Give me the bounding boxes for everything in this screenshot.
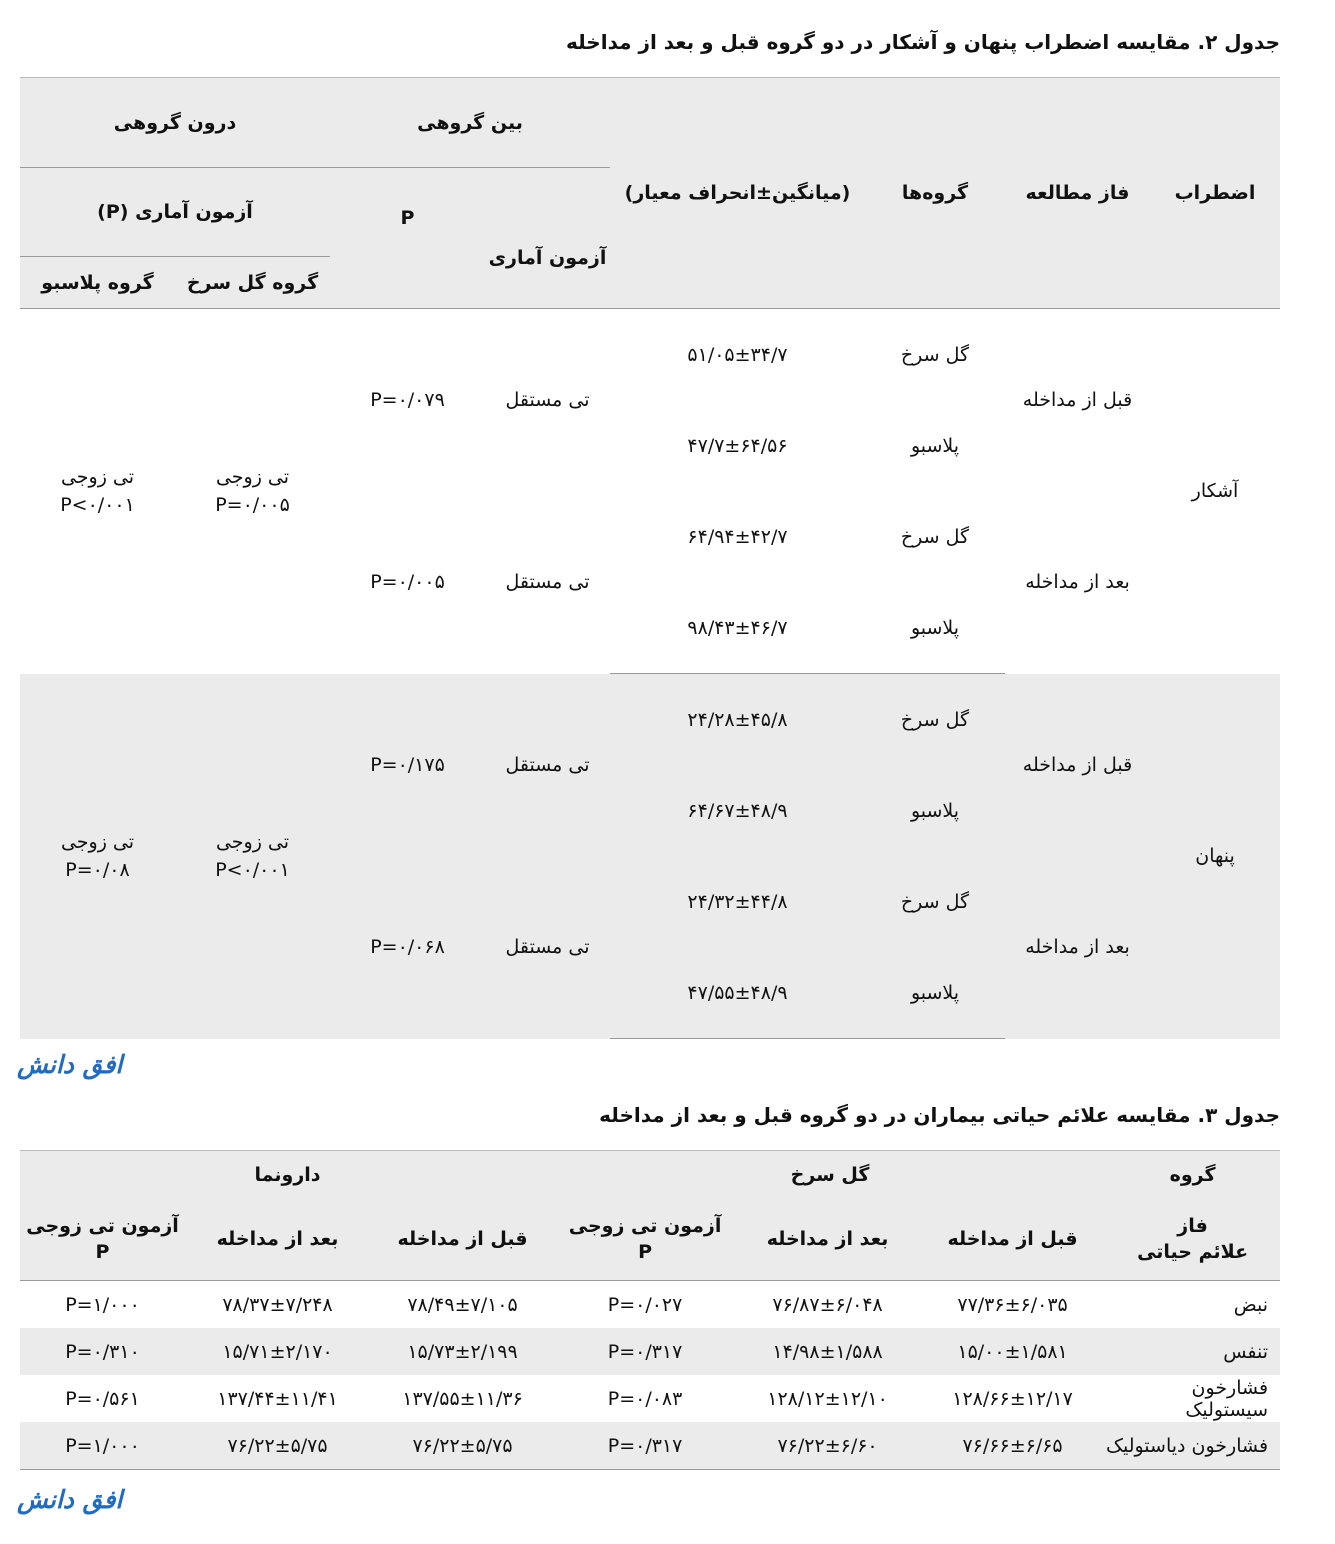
placebo-before: ۱۵/۷۳±۲/۱۹۹ bbox=[370, 1328, 555, 1375]
rose-after: ۱۴/۹۸±۱/۵۸۸ bbox=[735, 1328, 920, 1375]
section-overt bbox=[20, 309, 1280, 674]
journal-watermark: افق دانش bbox=[17, 1050, 123, 1079]
group-label: پلاسبو bbox=[865, 765, 1005, 856]
placebo-before: ۷۶/۲۲±۵/۷۵ bbox=[370, 1422, 555, 1470]
placebo-after: ۷۶/۲۲±۵/۷۵ bbox=[185, 1422, 370, 1470]
mean-value: ۴۷/۵۵±۴۸/۹ bbox=[610, 947, 865, 1039]
header-within-test-p: آزمون آماری (P) bbox=[20, 168, 330, 257]
between-test: تی مستقل bbox=[505, 389, 590, 411]
placebo-after: ۱۵/۷۱±۲/۱۷۰ bbox=[185, 1328, 370, 1375]
phase-label: بعد از مداخله bbox=[1025, 571, 1130, 594]
header-phase: فاز bbox=[1177, 1215, 1208, 1237]
within-placebo-test: تی زوجی bbox=[60, 831, 135, 853]
rose-before: ۷۷/۳۶±۶/۰۳۵ bbox=[957, 1293, 1068, 1316]
group-label: گل سرخ bbox=[865, 856, 1005, 947]
vital-label: فشارخون دیاستولیک bbox=[1105, 1422, 1280, 1470]
vital-label: فشارخون سیستولیک bbox=[1185, 1376, 1269, 1421]
within-placebo-p: P<۰/۰۰۱ bbox=[60, 494, 135, 517]
between-test: تی مستقل bbox=[505, 571, 590, 594]
header-mean-sd: (میانگین±انحراف معیار) bbox=[610, 78, 865, 309]
header-placebo-before: قبل از مداخله bbox=[370, 1198, 555, 1281]
within-placebo bbox=[20, 674, 175, 1039]
vital-label: نبض bbox=[1233, 1293, 1269, 1316]
journal-watermark: افق دانش bbox=[17, 1485, 123, 1514]
mean-value: ۶۴/۹۴±۴۲/۷ bbox=[687, 525, 788, 548]
placebo-p: P=۰/۵۶۱ bbox=[65, 1387, 140, 1410]
header-phase: فاز مطالعه bbox=[1005, 78, 1150, 309]
header-rose-before: قبل از مداخله bbox=[920, 1198, 1105, 1281]
mean-value: ۹۸/۴۳±۴۶/۷ bbox=[610, 582, 865, 674]
between-p: P=۰/۱۷۵ bbox=[330, 674, 485, 857]
within-rose-p: P=۰/۰۰۵ bbox=[215, 494, 290, 517]
within-rose bbox=[175, 309, 330, 674]
table-row bbox=[20, 1328, 1280, 1375]
vital-label: تنفس bbox=[1105, 1328, 1280, 1375]
mean-value: ۴۷/۷±۶۴/۵۶ bbox=[687, 434, 788, 457]
rose-p: P=۰/۰۸۳ bbox=[607, 1387, 683, 1410]
between-test: تی مستقل bbox=[485, 674, 610, 857]
header-placebo-paired bbox=[20, 1198, 185, 1281]
header-between-test: آزمون آماری bbox=[485, 168, 610, 309]
anxiety-label: پنهان bbox=[1150, 674, 1280, 1039]
rose-p: P=۰/۰۲۷ bbox=[607, 1293, 683, 1316]
table2-caption: جدول ۲. مقایسه اضطراب پنهان و آشکار در دو گروه قبل و بعد از مداخله bbox=[566, 30, 1280, 54]
header-rose-group: گروه گل سرخ bbox=[175, 257, 330, 309]
header-group: گروه bbox=[1105, 1151, 1280, 1199]
within-rose bbox=[175, 674, 330, 1039]
within-placebo-p: P=۰/۰۸ bbox=[65, 859, 130, 881]
header-rose-paired bbox=[555, 1198, 735, 1281]
within-placebo bbox=[20, 309, 175, 674]
rose-before: ۱۵/۰۰±۱/۵۸۱ bbox=[920, 1328, 1105, 1375]
group-label: پلاسبو bbox=[865, 582, 1005, 674]
group-label: گل سرخ bbox=[900, 525, 970, 548]
mean-value: ۶۴/۶۷±۴۸/۹ bbox=[610, 765, 865, 856]
header-groups: گروه‌ها bbox=[865, 78, 1005, 309]
table-row bbox=[20, 1422, 1280, 1470]
header-paired-test: آزمون تی زوجی bbox=[26, 1215, 179, 1237]
placebo-before: ۷۸/۴۹±۷/۱۰۵ bbox=[407, 1293, 518, 1316]
within-rose-test: تی زوجی bbox=[215, 466, 290, 489]
rose-after: ۷۶/۸۷±۶/۰۴۸ bbox=[772, 1293, 883, 1316]
rose-p: P=۰/۳۱۷ bbox=[555, 1422, 735, 1470]
between-test: تی مستقل bbox=[485, 856, 610, 1039]
mean-value: ۵۱/۰۵±۳۴/۷ bbox=[687, 343, 788, 366]
placebo-before: ۱۳۷/۵۵±۱۱/۳۶ bbox=[402, 1387, 523, 1410]
header-paired-test: آزمون تی زوجی bbox=[568, 1215, 722, 1237]
mean-value: ۲۴/۲۸±۴۵/۸ bbox=[610, 674, 865, 766]
phase-label: قبل از مداخله bbox=[1005, 674, 1150, 857]
header-between-p: P bbox=[330, 168, 485, 309]
between-p: P=۰/۰۶۸ bbox=[330, 856, 485, 1039]
header-rose-after: بعد از مداخله bbox=[735, 1198, 920, 1281]
phase-label: بعد از مداخله bbox=[1005, 856, 1150, 1039]
rose-before: ۷۶/۶۶±۶/۶۵ bbox=[920, 1422, 1105, 1470]
rose-p: P=۰/۳۱۷ bbox=[555, 1328, 735, 1375]
table3-caption: جدول ۳. مقایسه علائم حیاتی بیماران در دو گروه قبل و بعد از مداخله bbox=[599, 1103, 1280, 1127]
header-paired-p: P bbox=[95, 1241, 110, 1263]
header-rose: گل سرخ bbox=[555, 1151, 1105, 1199]
header-paired-p: P bbox=[638, 1241, 653, 1263]
anxiety-label: آشکار bbox=[1191, 480, 1239, 503]
header-between-group: بین گروهی bbox=[330, 78, 610, 168]
placebo-p: P=۰/۳۱۰ bbox=[20, 1328, 185, 1375]
anxiety-comparison-table bbox=[20, 77, 1280, 1039]
table-row bbox=[20, 1281, 1280, 1329]
rose-after: ۱۲۸/۱۲±۱۲/۱۰ bbox=[767, 1387, 888, 1410]
placebo-after: ۷۸/۳۷±۷/۲۴۸ bbox=[222, 1293, 333, 1316]
within-rose-p: P<۰/۰۰۱ bbox=[215, 859, 290, 881]
header-phase-vitals bbox=[1105, 1198, 1280, 1281]
rose-after: ۷۶/۲۲±۶/۶۰ bbox=[735, 1422, 920, 1470]
vital-signs-table bbox=[20, 1150, 1280, 1470]
header-placebo-group: گروه پلاسبو bbox=[20, 257, 175, 309]
group-label: گل سرخ bbox=[900, 343, 970, 366]
group-label: گل سرخ bbox=[865, 674, 1005, 766]
rose-before: ۱۲۸/۶۶±۱۲/۱۷ bbox=[952, 1387, 1073, 1410]
header-placebo: دارونما bbox=[20, 1151, 555, 1199]
placebo-after: ۱۳۷/۴۴±۱۱/۴۱ bbox=[217, 1387, 338, 1410]
placebo-p: P=۱/۰۰۰ bbox=[20, 1422, 185, 1470]
within-placebo-test: تی زوجی bbox=[60, 466, 135, 489]
table-row bbox=[20, 1375, 1280, 1422]
within-rose-test: تی زوجی bbox=[215, 831, 290, 853]
header-placebo-after: بعد از مداخله bbox=[185, 1198, 370, 1281]
phase-label: قبل از مداخله bbox=[1022, 389, 1133, 411]
section-covert bbox=[20, 674, 1280, 1039]
group-label: پلاسبو bbox=[910, 434, 960, 457]
mean-value: ۲۴/۳۲±۴۴/۸ bbox=[610, 856, 865, 947]
between-p: P=۰/۰۰۵ bbox=[370, 571, 445, 594]
between-p: P=۰/۰۷۹ bbox=[370, 389, 445, 411]
group-label: پلاسبو bbox=[865, 947, 1005, 1039]
header-vitals: علائم حیاتی bbox=[1137, 1241, 1249, 1263]
placebo-p: P=۱/۰۰۰ bbox=[65, 1293, 140, 1316]
header-within-group: درون گروهی bbox=[20, 78, 330, 168]
header-anxiety: اضطراب bbox=[1150, 78, 1280, 309]
